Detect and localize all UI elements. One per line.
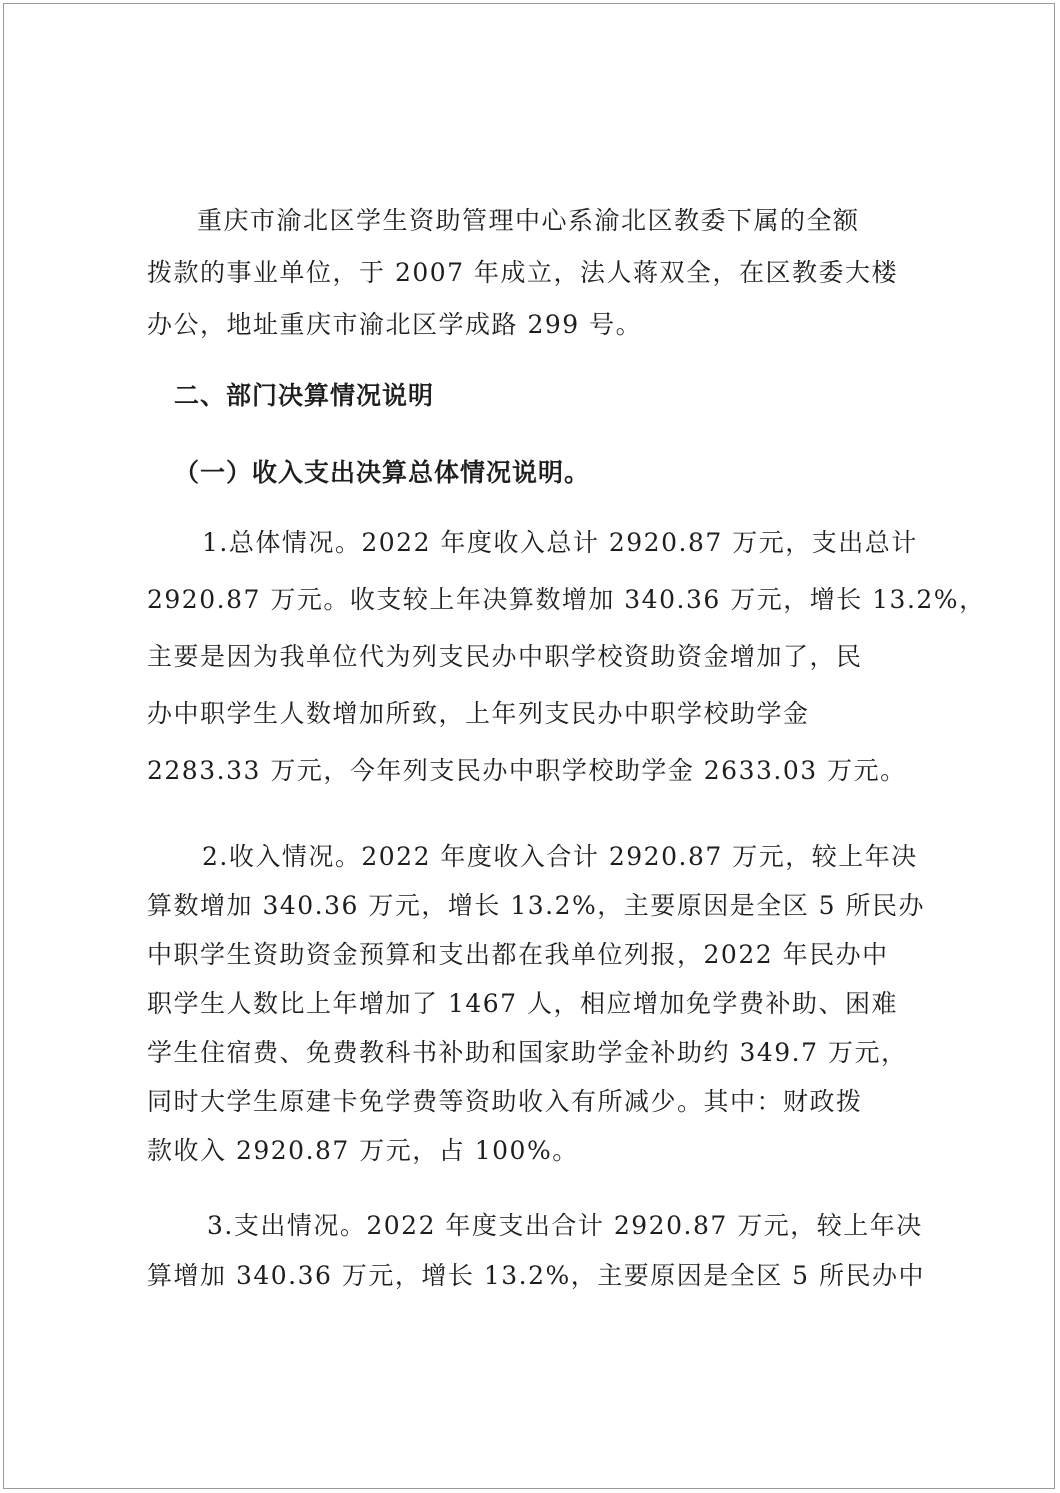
para2-line-7: 款收入 2920.87 万元，占 100%。 — [147, 1136, 579, 1165]
para1-line-3: 主要是因为我单位代为列支民办中职学校资助资金增加了，民 — [147, 642, 863, 671]
para2-line-4: 职学生人数比上年增加了 1467 人，相应增加免学费补助、困难 — [147, 989, 899, 1018]
para1-line-5: 2283.33 万元，今年列支民办中职学校助学金 2633.03 万元。 — [147, 756, 907, 785]
document-page — [3, 3, 1055, 1489]
intro-line-2: 拨款的事业单位，于 2007 年成立，法人蒋双全，在区教委大楼 — [147, 258, 899, 287]
para1-line-1: 1.总体情况。2022 年度收入总计 2920.87 万元，支出总计 — [202, 528, 918, 557]
intro-line-1: 重庆市渝北区学生资助管理中心系渝北区教委下属的全额 — [197, 206, 860, 235]
para2-line-3: 中职学生资助资金预算和支出都在我单位列报，2022 年民办中 — [147, 940, 889, 969]
para2-line-5: 学生住宿费、免费教科书补助和国家助学金补助约 349.7 万元， — [147, 1038, 908, 1067]
para2-line-1: 2.收入情况。2022 年度收入合计 2920.87 万元，较上年决 — [202, 842, 918, 871]
para3-line-1: 3.支出情况。2022 年度支出合计 2920.87 万元，较上年决 — [207, 1211, 923, 1240]
para1-line-4: 办中职学生人数增加所致，上年列支民办中职学校助学金 — [147, 699, 810, 728]
para2-line-2: 算数增加 340.36 万元，增长 13.2%，主要原因是全区 5 所民办 — [147, 891, 926, 920]
para3-line-2: 算增加 340.36 万元，增长 13.2%，主要原因是全区 5 所民办中 — [147, 1261, 926, 1290]
para2-line-6: 同时大学生原建卡免学费等资助收入有所减少。其中：财政拨 — [147, 1087, 863, 1116]
intro-line-3: 办公，地址重庆市渝北区学成路 299 号。 — [147, 310, 643, 339]
para1-line-2: 2920.87 万元。收支较上年决算数增加 340.36 万元，增长 13.2%， — [147, 585, 986, 614]
subsection-heading-income-expense: （一）收入支出决算总体情况说明。 — [174, 458, 591, 487]
section-heading-department-accounts: 二、部门决算情况说明 — [174, 381, 435, 410]
